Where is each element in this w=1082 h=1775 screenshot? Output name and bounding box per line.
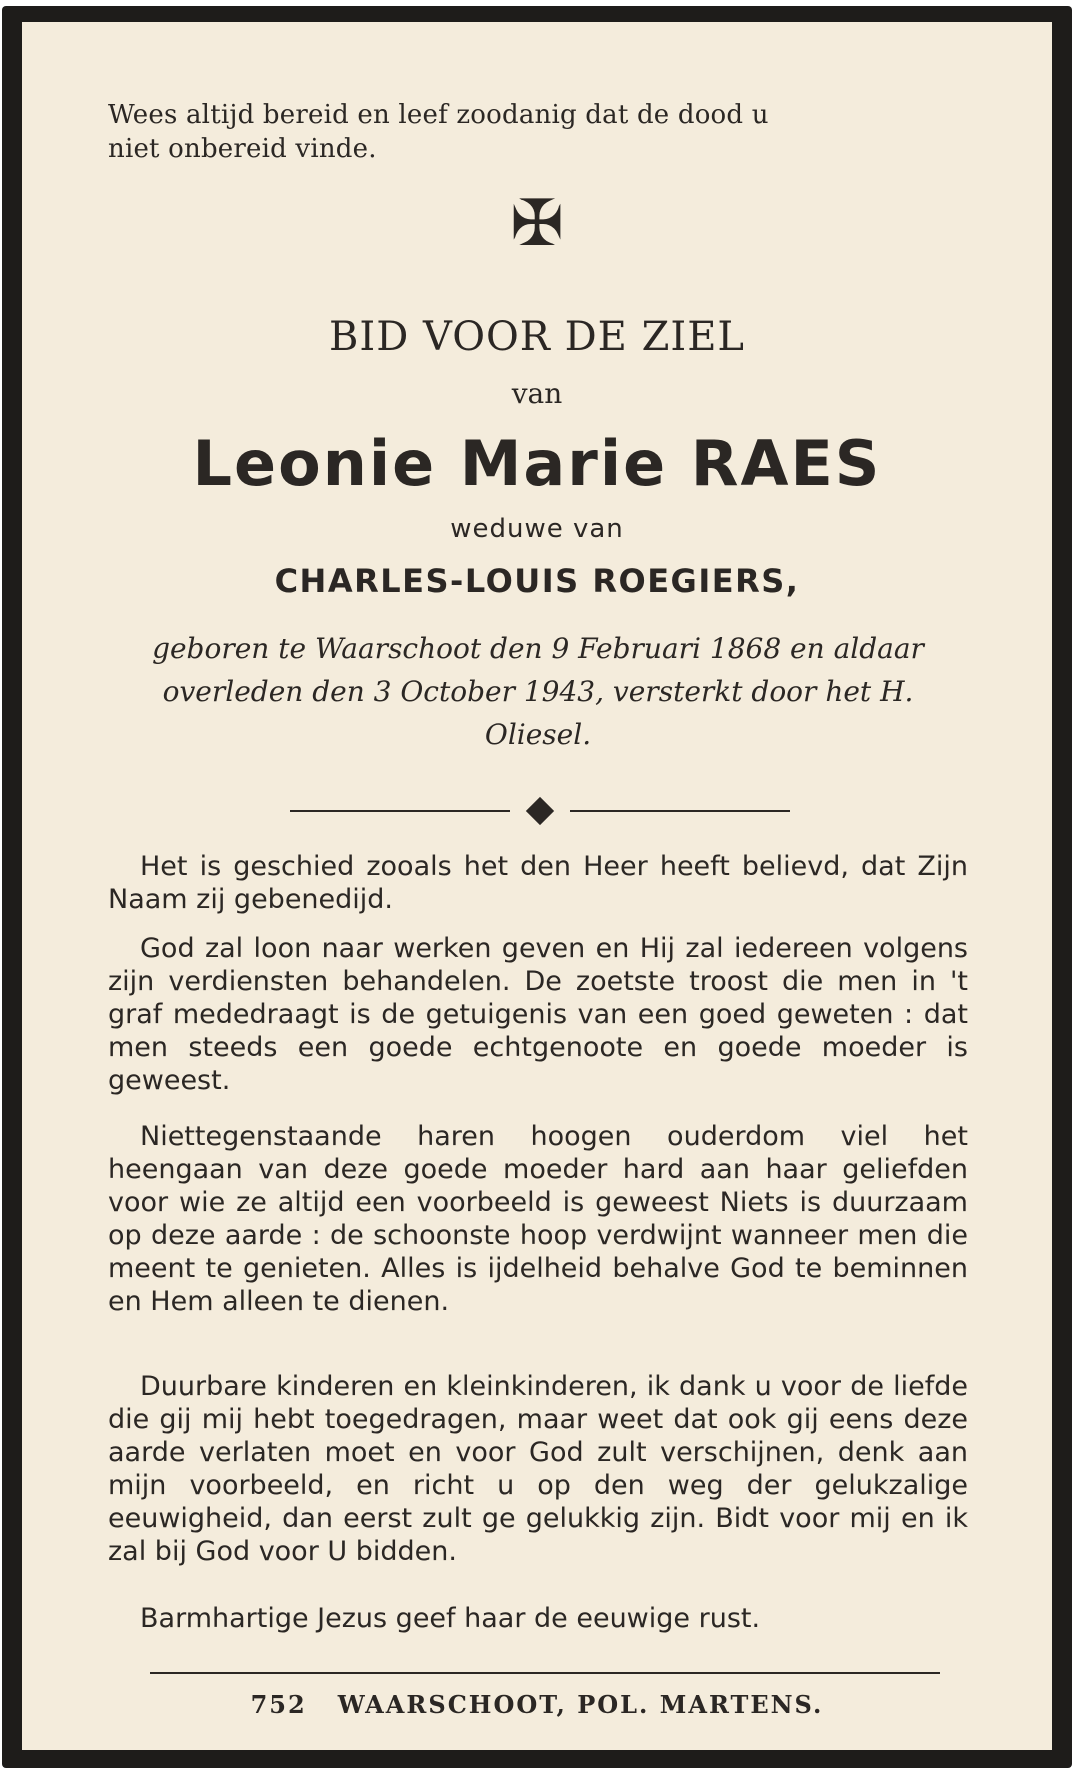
cross-icon: ✠	[510, 187, 564, 261]
divider-line-right	[570, 810, 790, 812]
ornamental-divider	[22, 799, 1052, 823]
bottom-rule	[150, 1672, 940, 1674]
paragraph-2: God zal loon naar werken geven en Hij zal iedereen volgens zijn verdiensten behandelen. De zoetste troost die men in 't graf mededraagt is de getuigenis van een goed geweten : dat men steeds een goede echtgenoote en goede moeder is geweest.	[108, 933, 968, 1096]
van-label: van	[511, 377, 563, 410]
motto-line-2: niet onbereid vinde.	[108, 134, 377, 164]
card-paper	[22, 22, 1052, 1750]
divider-line-left	[290, 810, 510, 812]
deceased-name: Leonie Marie RAES	[192, 427, 882, 500]
paragraph-4: Duurbare kinderen en kleinkinderen, ik dank u voor de liefde die gij mij hebt toegedragen, maar weet dat ook gij eens deze aarde verlaten moet en voor God zult verschijnen, denk aan mijn voorbeeld, en richt u op den weg der gelukzalige eeuwigheid, dan eerst zult ge gelukkig zijn. Bidt voor mij en ik zal bij God voor U bidden.	[108, 1371, 968, 1567]
paragraph-1: Het is geschied zooals het den Heer heeft believd, dat Zijn Naam zij gebenedijd.	[108, 851, 968, 915]
paragraph-3: Niettegenstaande haren hoogen ouderdom viel het heengaan van deze goede moeder hard aan haar geliefden voor wie ze altijd een voorbeeld is geweest Niets is duurzaam op deze aarde : de schoonste hoop verdwijnt wanneer men die meent te genieten. Alles is ijdelheid behalve God te beminnen en Hem alleen te dienen.	[108, 1121, 968, 1317]
motto	[108, 98, 769, 166]
diamond-icon	[526, 797, 554, 825]
husband-name: CHARLES-LOUIS ROEGIERS,	[274, 562, 800, 600]
widow-of-label: weduwe van	[450, 514, 624, 544]
printer-imprint: 752 WAARSCHOOT, POL. MARTENS.	[250, 1690, 824, 1719]
paragraph-5: Barmhartige Jezus geef haar de eeuwige rust.	[140, 1603, 761, 1634]
heading: BID VOOR DE ZIEL	[329, 314, 745, 360]
motto-line-1: Wees altijd bereid en leef zoodanig dat de dood u	[108, 100, 769, 130]
birth-death-dates: geboren te Waarschoot den 9 Februari 1868 en aldaar overleden den 3 October 1943, versterkt door het H. Oliesel.	[152, 632, 924, 751]
memorial-card	[2, 6, 1072, 1768]
